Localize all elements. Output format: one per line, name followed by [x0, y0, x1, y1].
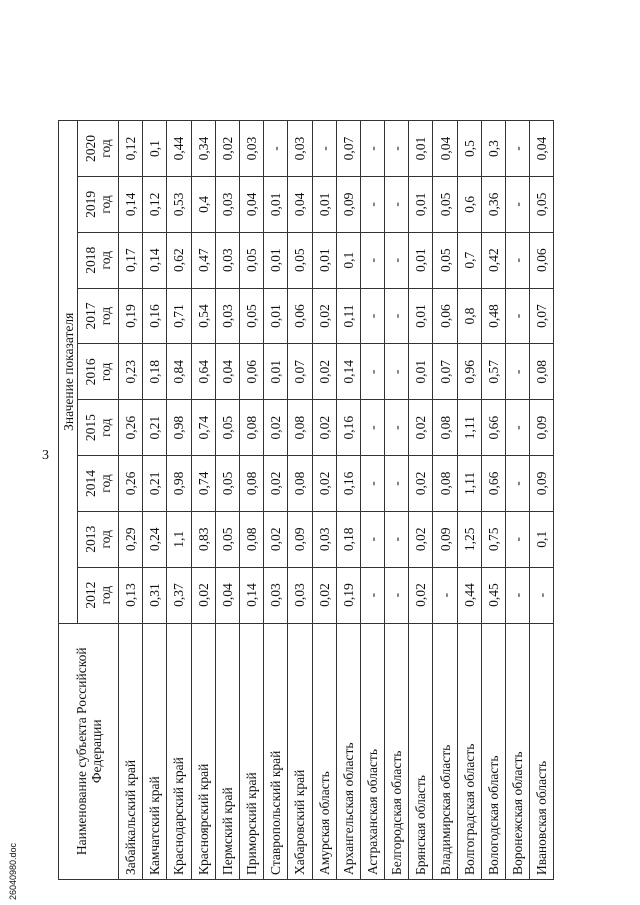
value-cell: 0,08 [433, 456, 457, 512]
value-cell: 0,31 [143, 567, 167, 623]
year-header-year: 2020 [83, 135, 98, 163]
value-cell: 0,02 [312, 400, 336, 456]
value-cell: 0,7 [457, 232, 481, 288]
value-cell: 0,05 [215, 400, 239, 456]
region-name-cell: Ивановская область [530, 623, 554, 879]
value-cell: 0,14 [239, 567, 263, 623]
region-name-cell: Волгоградская область [457, 623, 481, 879]
value-cell: 0,01 [409, 288, 433, 344]
value-cell: 0,02 [409, 567, 433, 623]
value-cell: 0,74 [191, 400, 215, 456]
table-row [360, 121, 384, 880]
region-name-cell: Хабаровский край [288, 623, 312, 879]
table-row [312, 121, 336, 880]
value-cell: 0,06 [239, 344, 263, 400]
value-cell: 0,02 [312, 344, 336, 400]
footer-filename-text: 26040980.doc [8, 842, 18, 900]
value-cell: 0,44 [457, 567, 481, 623]
value-cell: 0,05 [215, 511, 239, 567]
table-row [336, 121, 360, 880]
value-cell: 0,06 [288, 288, 312, 344]
value-cell: 0,08 [239, 400, 263, 456]
region-name-cell: Воронежская область [506, 623, 530, 879]
value-cell: 0,09 [433, 511, 457, 567]
year-header-2016 [78, 344, 119, 400]
value-cell: 0,01 [409, 177, 433, 233]
value-cell: 0,07 [530, 288, 554, 344]
region-name-cell: Забайкальский край [119, 623, 143, 879]
value-cell: 0,12 [119, 121, 143, 177]
value-cell: 0,08 [288, 456, 312, 512]
value-cell: - [506, 121, 530, 177]
value-cell: 0,12 [143, 177, 167, 233]
year-header-2015 [78, 400, 119, 456]
value-cell: 0,74 [191, 456, 215, 512]
region-name-cell: Владимирская область [433, 623, 457, 879]
table-row [530, 121, 554, 880]
value-cell: 0,23 [119, 344, 143, 400]
value-cell: 0,05 [530, 177, 554, 233]
value-cell: 0,02 [312, 288, 336, 344]
value-cell: - [506, 511, 530, 567]
value-cell: 0,04 [288, 177, 312, 233]
value-cell: 0,14 [119, 177, 143, 233]
value-cell: 0,48 [481, 288, 505, 344]
region-name-header: Наименование субъекта Российской Федерации [59, 623, 119, 879]
value-cell: 0,84 [167, 344, 191, 400]
value-cell: 1,1 [167, 511, 191, 567]
value-cell: 0,03 [215, 232, 239, 288]
indicator-value-header: Значение показателя [59, 121, 78, 624]
value-cell: 0,02 [409, 456, 433, 512]
year-header-unit: год [98, 306, 113, 326]
table-row [506, 121, 530, 880]
region-name-cell: Брянская область [409, 623, 433, 879]
value-cell: - [360, 121, 384, 177]
value-cell: 0,01 [312, 232, 336, 288]
year-header-2012 [78, 567, 119, 623]
value-cell: 0,02 [191, 567, 215, 623]
year-header-2019 [78, 177, 119, 233]
value-cell: 0,11 [336, 288, 360, 344]
value-cell: 0,71 [167, 288, 191, 344]
value-cell: 0,04 [239, 177, 263, 233]
value-cell: 0,37 [167, 567, 191, 623]
value-cell: 0,1 [530, 511, 554, 567]
value-cell: 0,3 [481, 121, 505, 177]
region-name-cell: Архангельская область [336, 623, 360, 879]
year-header-unit: год [98, 139, 113, 158]
value-cell: 0,02 [312, 456, 336, 512]
value-cell: 0,83 [191, 511, 215, 567]
value-cell: 0,6 [457, 177, 481, 233]
table-row [167, 121, 191, 880]
value-cell: - [360, 344, 384, 400]
value-cell: - [385, 232, 409, 288]
value-cell: 0,08 [433, 400, 457, 456]
value-cell: 0,05 [239, 232, 263, 288]
year-header-unit: год [98, 251, 113, 270]
value-cell: 0,19 [336, 567, 360, 623]
value-cell: 0,16 [336, 400, 360, 456]
year-header-2013 [78, 511, 119, 567]
value-cell: 0,1 [336, 232, 360, 288]
value-cell: 0,14 [143, 232, 167, 288]
value-cell: 0,02 [409, 511, 433, 567]
value-cell: 0,98 [167, 400, 191, 456]
value-cell: - [385, 177, 409, 233]
value-cell: 0,05 [433, 232, 457, 288]
value-cell: - [385, 121, 409, 177]
value-cell: 0,53 [167, 177, 191, 233]
value-cell: 1,25 [457, 511, 481, 567]
value-cell: 0,16 [143, 288, 167, 344]
value-cell: - [385, 456, 409, 512]
value-cell: 0,47 [191, 232, 215, 288]
value-cell: - [506, 232, 530, 288]
value-cell: 0,04 [433, 121, 457, 177]
value-cell: - [360, 177, 384, 233]
value-cell: - [360, 456, 384, 512]
value-cell: 0,29 [119, 511, 143, 567]
value-cell: 0,08 [288, 400, 312, 456]
value-cell: 0,45 [481, 567, 505, 623]
value-cell: - [506, 456, 530, 512]
value-cell: 0,34 [191, 121, 215, 177]
value-cell: 0,18 [143, 344, 167, 400]
year-header-year: 2013 [83, 525, 98, 553]
year-header-year: 2016 [83, 358, 98, 386]
value-cell: 0,44 [167, 121, 191, 177]
value-cell: - [530, 567, 554, 623]
value-cell: - [360, 232, 384, 288]
year-header-unit: год [98, 585, 113, 605]
value-cell: 0,21 [143, 456, 167, 512]
value-cell: - [360, 567, 384, 623]
value-cell: - [385, 567, 409, 623]
region-name-cell: Белгородская область [385, 623, 409, 879]
value-cell: 0,14 [336, 344, 360, 400]
year-header-2020 [78, 121, 119, 177]
value-cell: 0,5 [457, 121, 481, 177]
value-cell: 1,11 [457, 456, 481, 512]
value-cell: - [506, 288, 530, 344]
value-cell: - [385, 344, 409, 400]
year-header-year: 2012 [83, 581, 98, 609]
value-cell: 0,04 [215, 567, 239, 623]
value-cell: 0,26 [119, 400, 143, 456]
year-header-2017 [78, 288, 119, 344]
region-name-cell: Красноярский край [191, 623, 215, 879]
value-cell: 0,08 [239, 511, 263, 567]
region-name-cell: Камчатский край [143, 623, 167, 879]
table-body [119, 121, 554, 880]
indicator-table [58, 120, 554, 880]
value-cell: 0,03 [264, 567, 288, 623]
table-row [239, 121, 263, 880]
value-cell: 0,09 [530, 456, 554, 512]
value-cell: 0,07 [433, 344, 457, 400]
table-row [288, 121, 312, 880]
value-cell: - [385, 288, 409, 344]
value-cell: 0,08 [239, 456, 263, 512]
value-cell: 0,62 [167, 232, 191, 288]
value-cell: 0,09 [288, 511, 312, 567]
value-cell: - [506, 344, 530, 400]
value-cell: 0,4 [191, 177, 215, 233]
value-cell: 0,01 [264, 232, 288, 288]
value-cell: - [360, 511, 384, 567]
year-header-year: 2018 [83, 246, 98, 274]
table-row [457, 121, 481, 880]
year-header-unit: год [98, 418, 113, 437]
value-cell: 0,09 [530, 400, 554, 456]
year-header-2014 [78, 456, 119, 512]
value-cell: 0,09 [336, 177, 360, 233]
table-row [143, 121, 167, 880]
value-cell: - [360, 288, 384, 344]
value-cell: 0,21 [143, 400, 167, 456]
value-cell: 1,11 [457, 400, 481, 456]
value-cell: 0,05 [239, 288, 263, 344]
value-cell: 0,03 [312, 511, 336, 567]
value-cell: 0,06 [530, 232, 554, 288]
value-cell: 0,02 [409, 400, 433, 456]
value-cell: 0,01 [409, 232, 433, 288]
value-cell: 0,17 [119, 232, 143, 288]
table-row [215, 121, 239, 880]
region-name-cell: Астраханская область [360, 623, 384, 879]
value-cell: 0,02 [264, 511, 288, 567]
table-row [191, 121, 215, 880]
value-cell: 0,03 [288, 567, 312, 623]
value-cell: 0,05 [433, 177, 457, 233]
value-cell: 0,04 [215, 344, 239, 400]
value-cell: 0,75 [481, 511, 505, 567]
year-header-year: 2019 [83, 190, 98, 218]
value-cell: - [312, 121, 336, 177]
value-cell: - [360, 400, 384, 456]
value-cell: 0,02 [264, 456, 288, 512]
value-cell: 0,42 [481, 232, 505, 288]
value-cell: 0,01 [264, 177, 288, 233]
value-cell: 0,03 [215, 177, 239, 233]
year-header-2018 [78, 232, 119, 288]
table-row [433, 121, 457, 880]
table-row [481, 121, 505, 880]
value-cell: 0,02 [312, 567, 336, 623]
year-header-unit: год [98, 530, 113, 549]
region-name-cell: Пермский край [215, 623, 239, 879]
year-header-year: 2017 [83, 302, 98, 330]
value-cell: 0,13 [119, 567, 143, 623]
year-header-unit: год [98, 195, 113, 214]
value-cell: 0,04 [530, 121, 554, 177]
value-cell: - [433, 567, 457, 623]
value-cell: - [264, 121, 288, 177]
value-cell: 0,66 [481, 400, 505, 456]
value-cell: 0,1 [143, 121, 167, 177]
region-name-cell: Краснодарский край [167, 623, 191, 879]
value-cell: 0,01 [312, 177, 336, 233]
value-cell: 0,16 [336, 456, 360, 512]
value-cell: - [506, 567, 530, 623]
value-cell: 0,96 [457, 344, 481, 400]
region-name-cell: Амурская область [312, 623, 336, 879]
value-cell: 0,98 [167, 456, 191, 512]
value-cell: 0,19 [119, 288, 143, 344]
value-cell: 0,03 [288, 121, 312, 177]
value-cell: 0,8 [457, 288, 481, 344]
rotated-table-container [58, 120, 613, 880]
value-cell: - [385, 511, 409, 567]
value-cell: - [385, 400, 409, 456]
value-cell: 0,05 [215, 456, 239, 512]
value-cell: 0,26 [119, 456, 143, 512]
year-header-year: 2014 [83, 469, 98, 497]
region-name-cell: Приморский край [239, 623, 263, 879]
value-cell: 0,36 [481, 177, 505, 233]
table-row [409, 121, 433, 880]
page-number: 3 [42, 448, 49, 463]
table-row [385, 121, 409, 880]
value-cell: - [506, 177, 530, 233]
value-cell: 0,01 [409, 344, 433, 400]
year-header-year: 2015 [83, 414, 98, 442]
value-cell: 0,02 [264, 400, 288, 456]
value-cell: - [506, 400, 530, 456]
value-cell: 0,03 [239, 121, 263, 177]
value-cell: 0,57 [481, 344, 505, 400]
value-cell: 0,24 [143, 511, 167, 567]
value-cell: 0,66 [481, 456, 505, 512]
value-cell: 0,05 [288, 232, 312, 288]
value-cell: 0,08 [530, 344, 554, 400]
value-cell: 0,18 [336, 511, 360, 567]
footer-filename [8, 760, 22, 900]
value-cell: 0,03 [215, 288, 239, 344]
value-cell: 0,01 [264, 344, 288, 400]
value-cell: 0,07 [336, 121, 360, 177]
value-cell: 0,64 [191, 344, 215, 400]
region-name-cell: Вологодская область [481, 623, 505, 879]
year-header-unit: год [98, 362, 113, 382]
value-cell: 0,54 [191, 288, 215, 344]
value-cell: 0,02 [215, 121, 239, 177]
table-row [264, 121, 288, 880]
value-cell: 0,01 [264, 288, 288, 344]
region-name-cell: Ставропольский край [264, 623, 288, 879]
year-header-unit: год [98, 474, 113, 493]
value-cell: 0,07 [288, 344, 312, 400]
value-cell: 0,06 [433, 288, 457, 344]
table-row [119, 121, 143, 880]
value-cell: 0,01 [409, 121, 433, 177]
